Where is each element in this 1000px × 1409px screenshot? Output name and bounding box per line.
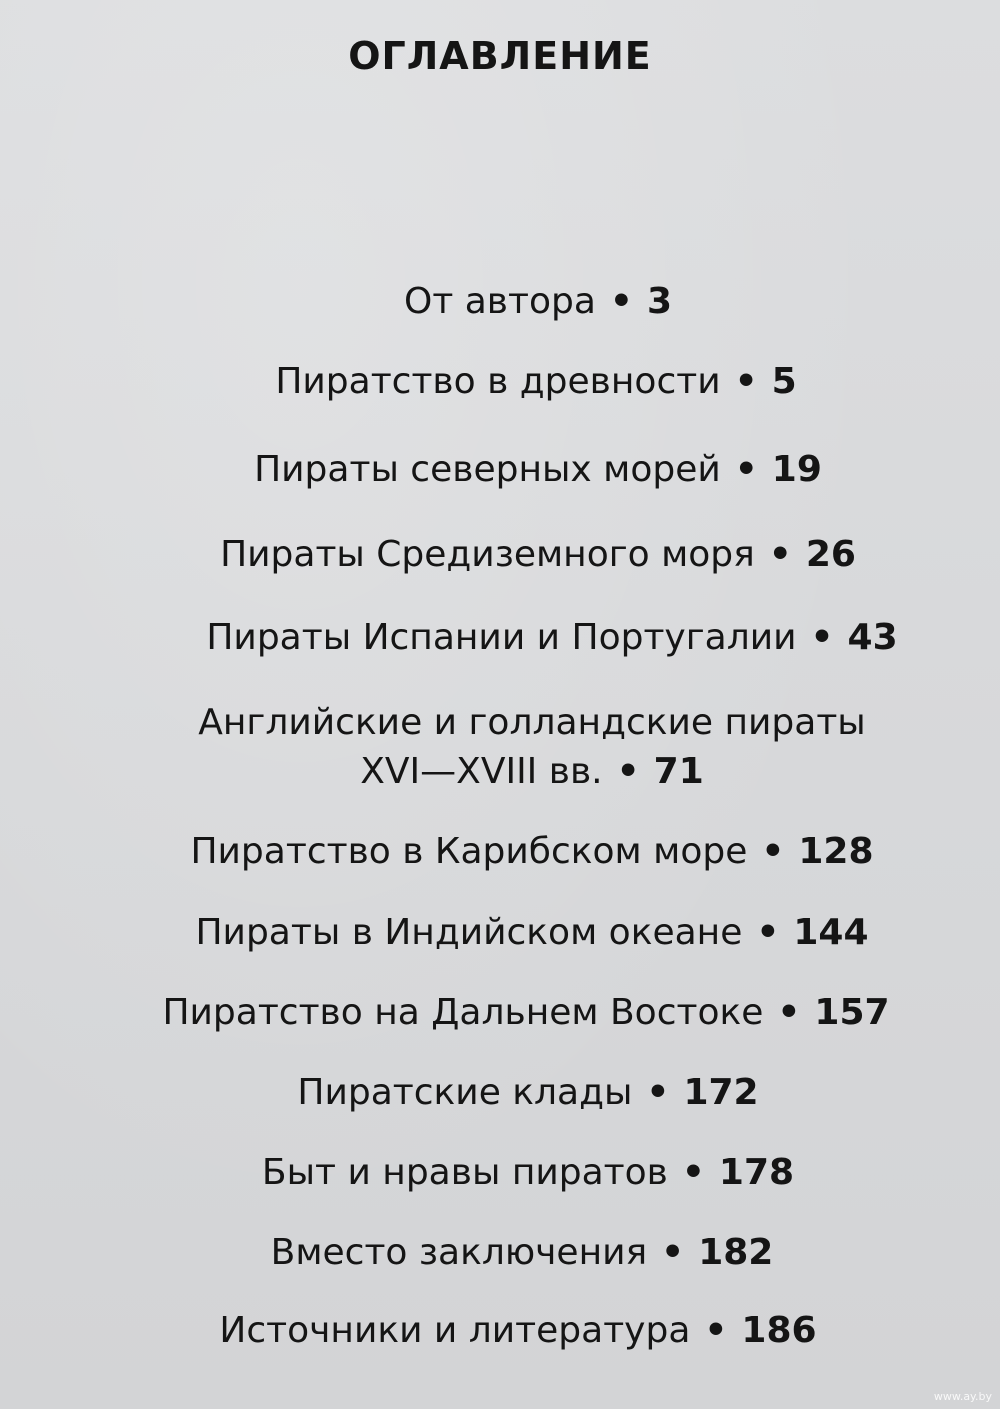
entry-page-number: 157 <box>814 992 890 1033</box>
bullet-separator: • <box>777 992 801 1033</box>
bullet-separator: • <box>810 617 834 658</box>
entry-page-number: 186 <box>741 1310 817 1351</box>
toc-entry <box>18 1311 1000 1351</box>
entry-title: Источники и литература <box>219 1310 691 1351</box>
entry-page-number: 178 <box>718 1152 795 1193</box>
toc-entry <box>22 1233 1000 1273</box>
toc-entry <box>28 1153 1000 1193</box>
toc-entry <box>52 618 1000 658</box>
toc-entry <box>36 362 1000 402</box>
bullet-separator: • <box>646 1072 670 1113</box>
entry-title-line2: XVI—XVIII вв. <box>360 751 603 792</box>
entry-title: Пираты северных морей <box>254 449 721 490</box>
toc-entry <box>38 535 1000 575</box>
toc-entry <box>32 913 1000 953</box>
entry-title: Пираты Испании и Португалии <box>206 617 797 658</box>
bullet-separator: • <box>761 831 785 872</box>
bullet-separator: • <box>768 534 792 575</box>
toc-entry <box>38 450 1000 490</box>
toc-entry <box>38 282 1000 322</box>
entry-title: Пираты в Индийском океане <box>195 912 743 953</box>
entry-page-number: 3 <box>646 281 672 322</box>
toc-entry <box>26 993 1000 1033</box>
entry-page-number: 26 <box>805 534 856 575</box>
page-title: ОГЛАВЛЕНИЕ <box>348 34 652 78</box>
bullet-separator: • <box>681 1152 705 1193</box>
entry-page-number: 182 <box>698 1232 774 1273</box>
entry-title: Пиратские клады <box>297 1072 633 1113</box>
bullet-separator: • <box>756 912 780 953</box>
bullet-separator: • <box>616 751 640 792</box>
entry-title: Пираты Средиземного моря <box>220 534 755 575</box>
bullet-separator: • <box>734 361 758 402</box>
entry-title: Быт и нравы пиратов <box>261 1152 668 1193</box>
entry-title: От автора <box>403 281 596 322</box>
entry-title: Вместо заключения <box>270 1232 648 1273</box>
toc-entry <box>32 703 1000 743</box>
entry-page-number: 5 <box>771 361 797 402</box>
entry-title: Английские и голландские пираты <box>198 702 866 743</box>
toc-entry-continuation <box>32 752 1000 792</box>
entry-title: Пиратство в древности <box>275 361 721 402</box>
entry-title: Пиратство в Карибском море <box>190 831 748 872</box>
bullet-separator: • <box>734 449 758 490</box>
site-watermark: www.ay.by <box>933 1390 992 1403</box>
entry-page-number: 128 <box>798 831 874 872</box>
entry-page-number: 172 <box>683 1072 759 1113</box>
toc-entry <box>32 832 1000 872</box>
entry-page-number: 43 <box>847 617 898 658</box>
entry-title: Пиратство на Дальнем Востоке <box>162 992 764 1033</box>
bullet-separator: • <box>661 1232 685 1273</box>
toc-entry <box>28 1073 1000 1113</box>
bullet-separator: • <box>609 281 633 322</box>
entry-page-number: 144 <box>793 912 869 953</box>
entry-page-number: 71 <box>653 751 704 792</box>
entry-page-number: 19 <box>771 449 822 490</box>
bullet-separator: • <box>704 1310 728 1351</box>
